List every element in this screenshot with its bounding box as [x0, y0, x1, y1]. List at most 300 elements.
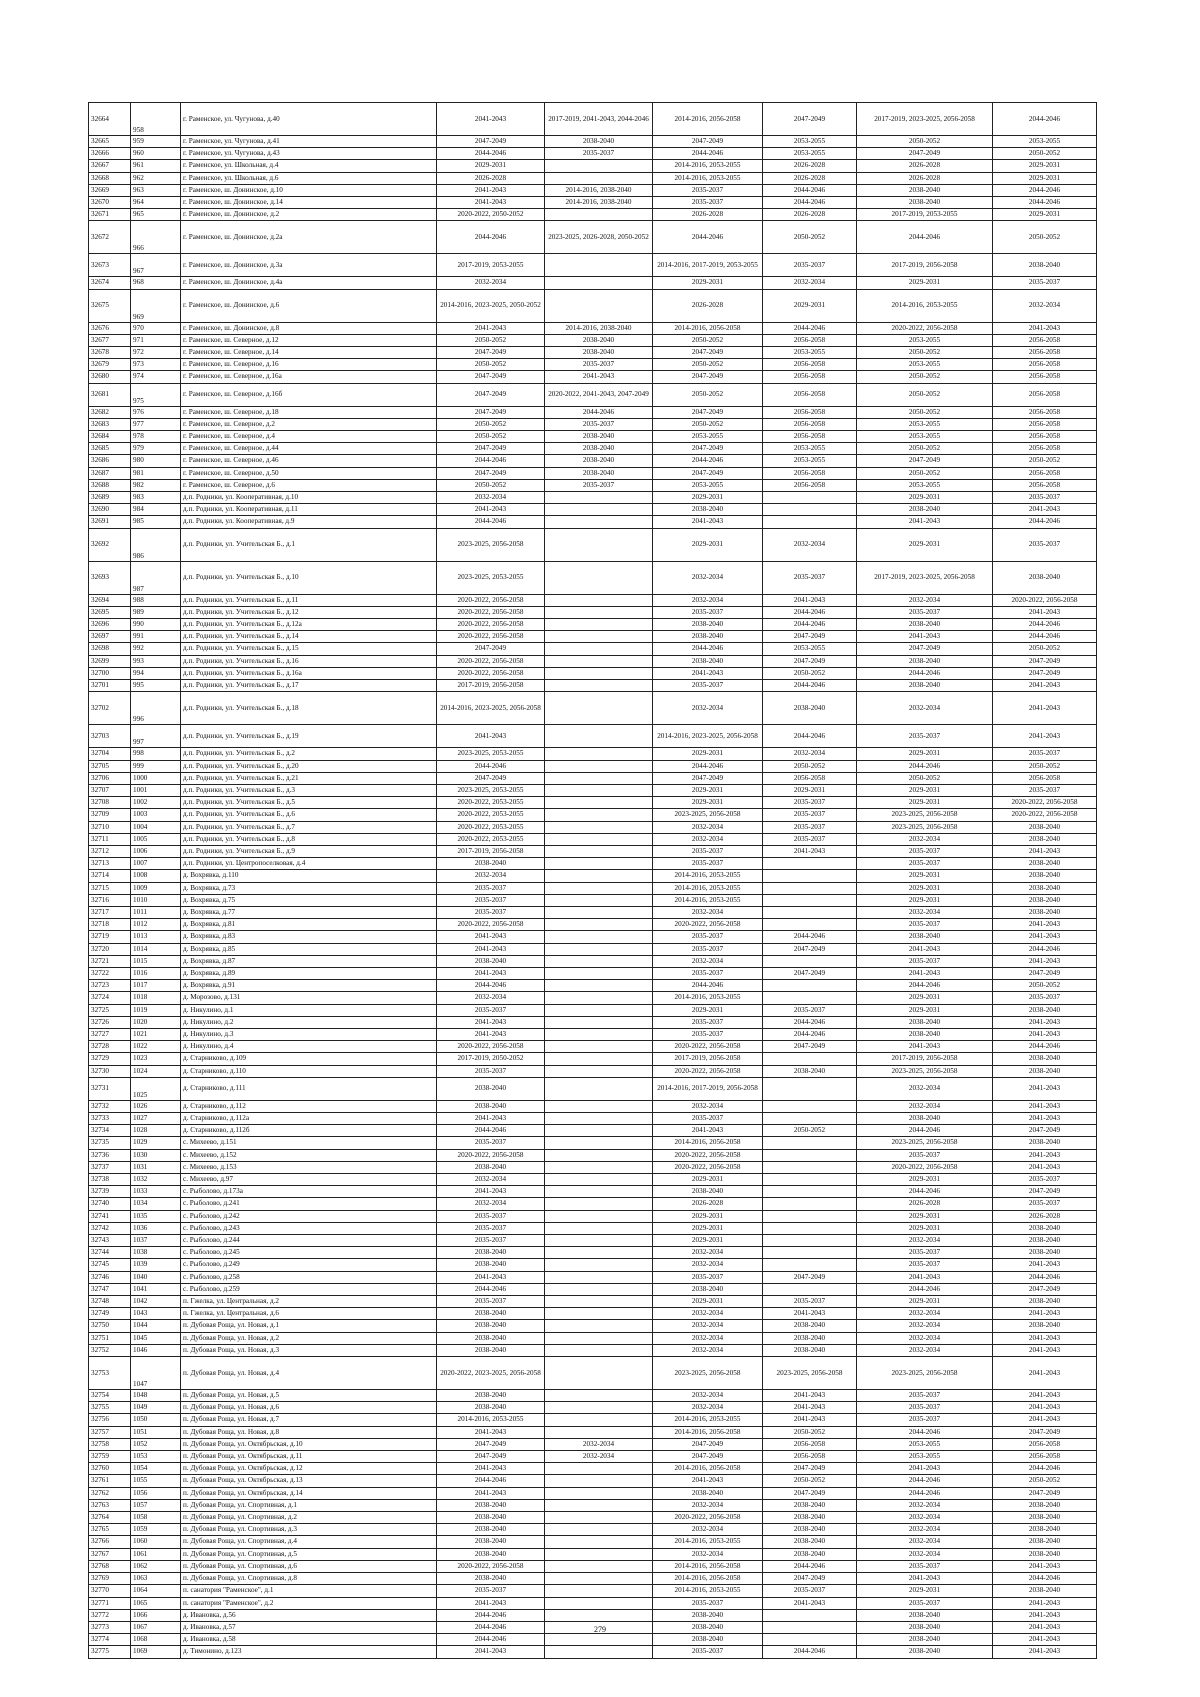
period-cell-6: 2041-2043 [993, 1560, 1097, 1572]
table-row [89, 821, 1097, 833]
row-number-cell: 1048 [131, 1390, 181, 1402]
address-cell: г. Раменское, ул. Чугунова, д.40 [181, 103, 437, 136]
period-cell-6: 2038-2040 [993, 894, 1097, 906]
period-cell-6: 2056-2058 [993, 1451, 1097, 1463]
period-cell-3: 2032-2034 [653, 833, 763, 845]
address-cell: г. Раменское, ш. Северное, д.16а [181, 371, 437, 383]
table-row [89, 833, 1097, 845]
period-cell-6: 2047-2049 [993, 667, 1097, 679]
table-row [89, 1344, 1097, 1356]
address-cell: п. Гжелка, ул. Центральная, д.2 [181, 1296, 437, 1308]
period-cell-1: 2041-2043 [437, 197, 545, 209]
period-cell-2 [545, 1112, 653, 1124]
period-cell-2: 2017-2019, 2041-2043, 2044-2046 [545, 103, 653, 136]
period-cell-4: 2047-2049 [763, 1487, 857, 1499]
address-cell: п. Дубовая Роща, ул. Спортивная, д.3 [181, 1524, 437, 1536]
record-id-cell: 32695 [89, 606, 131, 618]
period-cell-1: 2044-2046 [437, 148, 545, 160]
period-cell-6: 2035-2037 [993, 277, 1097, 289]
period-cell-6: 2038-2040 [993, 1512, 1097, 1524]
address-cell: д.п. Родники, ул. Учительская Б., д.5 [181, 797, 437, 809]
period-cell-5: 2050-2052 [857, 383, 993, 406]
period-cell-2 [545, 1357, 653, 1390]
record-id-cell: 32689 [89, 492, 131, 504]
address-cell: с. Рыболово, д.241 [181, 1198, 437, 1210]
period-cell-3: 2035-2037 [653, 967, 763, 979]
record-id-cell: 32664 [89, 103, 131, 136]
period-cell-4: 2056-2058 [763, 371, 857, 383]
period-cell-5: 2032-2034 [857, 1308, 993, 1320]
row-number-cell: 973 [131, 359, 181, 371]
period-cell-3: 2014-2016, 2017-2019, 2056-2058 [653, 1077, 763, 1100]
record-id-cell: 32728 [89, 1041, 131, 1053]
period-cell-6: 2038-2040 [993, 1536, 1097, 1548]
period-cell-3: 2014-2016, 2053-2055 [653, 160, 763, 172]
row-number-cell: 998 [131, 748, 181, 760]
period-cell-4: 2050-2052 [763, 1125, 857, 1137]
table-row [89, 1112, 1097, 1124]
period-cell-5: 2029-2031 [857, 277, 993, 289]
table-row [89, 619, 1097, 631]
period-cell-4: 2047-2049 [763, 103, 857, 136]
period-cell-5: 2053-2055 [857, 359, 993, 371]
period-cell-3: 2029-2031 [653, 1174, 763, 1186]
period-cell-3: 2014-2016, 2053-2055 [653, 882, 763, 894]
row-number-cell: 1025 [131, 1077, 181, 1100]
row-number-cell: 993 [131, 655, 181, 667]
period-cell-5: 2032-2034 [857, 1548, 993, 1560]
address-cell: д.п. Родники, ул. Учительская Б., д.21 [181, 772, 437, 784]
record-id-cell: 32759 [89, 1451, 131, 1463]
table-row [89, 1100, 1097, 1112]
address-cell: с. Рыболово, д.244 [181, 1235, 437, 1247]
table-row [89, 906, 1097, 918]
period-cell-5: 2053-2055 [857, 334, 993, 346]
period-cell-2 [545, 492, 653, 504]
period-cell-3: 2029-2031 [653, 784, 763, 796]
period-cell-2 [545, 1077, 653, 1100]
period-cell-2 [545, 1186, 653, 1198]
address-cell: д. Вохрявка, д.83 [181, 931, 437, 943]
period-cell-1: 2044-2046 [437, 1125, 545, 1137]
record-id-cell: 32765 [89, 1524, 131, 1536]
period-cell-2: 2044-2046 [545, 406, 653, 418]
table-row [89, 1438, 1097, 1450]
row-number-cell: 977 [131, 418, 181, 430]
period-cell-2: 2020-2022, 2041-2043, 2047-2049 [545, 383, 653, 406]
period-cell-6: 2041-2043 [993, 919, 1097, 931]
address-cell: п. Дубовая Роща, ул. Спортивная, д.6 [181, 1560, 437, 1572]
period-cell-4: 2056-2058 [763, 772, 857, 784]
period-cell-3: 2020-2022, 2056-2058 [653, 1161, 763, 1173]
period-cell-3: 2038-2040 [653, 1634, 763, 1646]
address-cell: д. Никулино, д.2 [181, 1016, 437, 1028]
period-cell-6: 2041-2043 [993, 1308, 1097, 1320]
period-cell-3: 2029-2031 [653, 1210, 763, 1222]
period-cell-6: 2056-2058 [993, 443, 1097, 455]
period-cell-3: 2029-2031 [653, 1004, 763, 1016]
row-number-cell: 1051 [131, 1426, 181, 1438]
record-id-cell: 32733 [89, 1112, 131, 1124]
period-cell-4: 2023-2025, 2056-2058 [763, 1357, 857, 1390]
record-id-cell: 32677 [89, 334, 131, 346]
row-number-cell: 1013 [131, 931, 181, 943]
period-cell-2: 2014-2016, 2038-2040 [545, 197, 653, 209]
period-cell-4: 2032-2034 [763, 528, 857, 561]
row-number-cell: 1045 [131, 1332, 181, 1344]
period-cell-2 [545, 1174, 653, 1186]
period-cell-1: 2020-2022, 2056-2058 [437, 919, 545, 931]
row-number-cell: 985 [131, 516, 181, 528]
period-cell-3: 2017-2019, 2056-2058 [653, 1053, 763, 1065]
period-cell-2 [545, 1646, 653, 1658]
period-cell-3: 2029-2031 [653, 277, 763, 289]
table-row [89, 680, 1097, 692]
address-cell: д.п. Родники, ул. Учительская Б., д.10 [181, 561, 437, 594]
period-cell-3: 2038-2040 [653, 655, 763, 667]
period-cell-2: 2038-2040 [545, 347, 653, 359]
address-cell: с. Рыболово, д.243 [181, 1222, 437, 1234]
table-row [89, 845, 1097, 857]
table-row [89, 418, 1097, 430]
period-cell-1: 2020-2022, 2056-2058 [437, 667, 545, 679]
address-cell: п. Дубовая Роща, ул. Новая, д.8 [181, 1426, 437, 1438]
period-cell-6: 2044-2046 [993, 184, 1097, 196]
record-id-cell: 32718 [89, 919, 131, 931]
period-cell-6: 2035-2037 [993, 528, 1097, 561]
record-id-cell: 32670 [89, 197, 131, 209]
row-number-cell: 965 [131, 209, 181, 221]
period-cell-6: 2041-2043 [993, 1597, 1097, 1609]
period-cell-3: 2035-2037 [653, 931, 763, 943]
period-cell-6: 2032-2034 [993, 289, 1097, 322]
period-cell-6: 2041-2043 [993, 606, 1097, 618]
row-number-cell: 1061 [131, 1548, 181, 1560]
period-cell-2: 2035-2037 [545, 479, 653, 491]
address-cell: д.п. Родники, ул. Учительская Б., д.9 [181, 845, 437, 857]
period-cell-1: 2038-2040 [437, 1512, 545, 1524]
period-cell-1: 2032-2034 [437, 1174, 545, 1186]
table-row [89, 894, 1097, 906]
period-cell-6: 2056-2058 [993, 371, 1097, 383]
address-cell: п. Дубовая Роща, ул. Новая, д.5 [181, 1390, 437, 1402]
address-cell: с. Рыболово, д.245 [181, 1247, 437, 1259]
period-cell-1: 2038-2040 [437, 1548, 545, 1560]
period-cell-2 [545, 1028, 653, 1040]
period-cell-6: 2050-2052 [993, 455, 1097, 467]
period-cell-3: 2041-2043 [653, 667, 763, 679]
period-cell-3: 2035-2037 [653, 1028, 763, 1040]
row-number-cell: 975 [131, 383, 181, 406]
row-number-cell: 962 [131, 172, 181, 184]
period-cell-6: 2020-2022, 2056-2058 [993, 809, 1097, 821]
period-cell-5: 2029-2031 [857, 1296, 993, 1308]
period-cell-4: 2038-2040 [763, 1499, 857, 1511]
table-row [89, 1198, 1097, 1210]
period-cell-6: 2056-2058 [993, 347, 1097, 359]
period-cell-2 [545, 277, 653, 289]
table-row [89, 1053, 1097, 1065]
record-id-cell: 32741 [89, 1210, 131, 1222]
record-id-cell: 32702 [89, 692, 131, 725]
period-cell-4: 2041-2043 [763, 1390, 857, 1402]
table-row [89, 1451, 1097, 1463]
row-number-cell: 1067 [131, 1621, 181, 1633]
address-cell: д. Морозово, д.131 [181, 992, 437, 1004]
table-row [89, 561, 1097, 594]
record-id-cell: 32667 [89, 160, 131, 172]
row-number-cell: 1043 [131, 1308, 181, 1320]
address-cell: п. Дубовая Роща, ул. Спортивная, д.1 [181, 1499, 437, 1511]
period-cell-2 [545, 1149, 653, 1161]
row-number-cell: 1039 [131, 1259, 181, 1271]
period-cell-4: 2029-2031 [763, 289, 857, 322]
period-cell-2: 2038-2040 [545, 136, 653, 148]
period-cell-4: 2047-2049 [763, 631, 857, 643]
table-row [89, 1041, 1097, 1053]
record-id-cell: 32685 [89, 443, 131, 455]
table-row [89, 359, 1097, 371]
table-row [89, 160, 1097, 172]
period-cell-4: 2038-2040 [763, 1536, 857, 1548]
period-cell-6: 2038-2040 [993, 1499, 1097, 1511]
period-cell-1: 2041-2043 [437, 1016, 545, 1028]
period-cell-3: 2035-2037 [653, 858, 763, 870]
period-cell-5: 2044-2046 [857, 1125, 993, 1137]
period-cell-5: 2053-2055 [857, 431, 993, 443]
period-cell-2 [545, 254, 653, 277]
row-number-cell: 1049 [131, 1402, 181, 1414]
period-cell-5: 2029-2031 [857, 1210, 993, 1222]
period-cell-1: 2047-2049 [437, 136, 545, 148]
period-cell-4 [763, 1609, 857, 1621]
period-cell-3: 2032-2034 [653, 594, 763, 606]
period-cell-1: 2035-2037 [437, 1222, 545, 1234]
period-cell-1: 2047-2049 [437, 443, 545, 455]
period-cell-5: 2032-2034 [857, 1512, 993, 1524]
period-cell-6: 2044-2046 [993, 943, 1097, 955]
period-cell-1: 2020-2022, 2056-2058 [437, 1149, 545, 1161]
period-cell-6: 2041-2043 [993, 1609, 1097, 1621]
record-id-cell: 32703 [89, 725, 131, 748]
period-cell-6: 2044-2046 [993, 197, 1097, 209]
period-cell-2 [545, 209, 653, 221]
period-cell-3: 2038-2040 [653, 1609, 763, 1621]
period-cell-2: 2032-2034 [545, 1451, 653, 1463]
table-row [89, 431, 1097, 443]
period-cell-2: 2041-2043 [545, 371, 653, 383]
period-cell-1: 2017-2019, 2056-2058 [437, 680, 545, 692]
period-cell-4: 2044-2046 [763, 1016, 857, 1028]
row-number-cell: 1019 [131, 1004, 181, 1016]
address-cell: д.п. Родники, ул. Учительская Б., д.8 [181, 833, 437, 845]
period-cell-3: 2032-2034 [653, 1402, 763, 1414]
period-cell-6: 2020-2022, 2056-2058 [993, 594, 1097, 606]
period-cell-5: 2044-2046 [857, 221, 993, 254]
period-cell-3: 2038-2040 [653, 631, 763, 643]
period-cell-2 [545, 692, 653, 725]
period-cell-1: 2026-2028 [437, 172, 545, 184]
period-cell-6: 2044-2046 [993, 1463, 1097, 1475]
period-cell-4 [763, 980, 857, 992]
table-row [89, 980, 1097, 992]
period-cell-5: 2029-2031 [857, 992, 993, 1004]
period-cell-5: 2029-2031 [857, 528, 993, 561]
period-cell-1: 2035-2037 [437, 1137, 545, 1149]
period-cell-1: 2041-2043 [437, 1271, 545, 1283]
period-cell-5: 2038-2040 [857, 1621, 993, 1633]
period-cell-2 [545, 516, 653, 528]
address-cell: п. Дубовая Роща, ул. Новая, д.1 [181, 1320, 437, 1332]
row-number-cell: 959 [131, 136, 181, 148]
period-cell-2 [545, 289, 653, 322]
period-cell-2 [545, 1004, 653, 1016]
period-cell-5: 2029-2031 [857, 1174, 993, 1186]
row-number-cell: 1006 [131, 845, 181, 857]
row-number-cell: 988 [131, 594, 181, 606]
record-id-cell: 32681 [89, 383, 131, 406]
period-cell-2 [545, 980, 653, 992]
period-cell-1: 2041-2043 [437, 322, 545, 334]
period-cell-4: 2032-2034 [763, 748, 857, 760]
period-cell-5: 2035-2037 [857, 1414, 993, 1426]
address-cell: д. Никулино, д.3 [181, 1028, 437, 1040]
address-cell: г. Раменское, ш. Донинское, д.2 [181, 209, 437, 221]
period-cell-2 [545, 931, 653, 943]
period-cell-1: 2047-2049 [437, 347, 545, 359]
row-number-cell: 961 [131, 160, 181, 172]
record-id-cell: 32758 [89, 1438, 131, 1450]
address-cell: г. Раменское, ш. Донинское, д.8 [181, 322, 437, 334]
period-cell-5: 2041-2043 [857, 1041, 993, 1053]
row-number-cell: 1020 [131, 1016, 181, 1028]
row-number-cell: 1028 [131, 1125, 181, 1137]
period-cell-3: 2029-2031 [653, 1296, 763, 1308]
address-cell: с. Михеево, д.152 [181, 1149, 437, 1161]
row-number-cell: 990 [131, 619, 181, 631]
address-cell: п. Дубовая Роща, ул. Октябрьская, д.11 [181, 1451, 437, 1463]
row-number-cell: 976 [131, 406, 181, 418]
period-cell-3: 2044-2046 [653, 221, 763, 254]
table-row [89, 1560, 1097, 1572]
period-cell-1: 2035-2037 [437, 1585, 545, 1597]
period-cell-4: 2056-2058 [763, 479, 857, 491]
period-cell-6: 2047-2049 [993, 1125, 1097, 1137]
period-cell-4: 2044-2046 [763, 619, 857, 631]
address-cell: п. Дубовая Роща, ул. Октябрьская, д.12 [181, 1463, 437, 1475]
period-cell-5: 2047-2049 [857, 455, 993, 467]
period-cell-1: 2050-2052 [437, 418, 545, 430]
address-cell: г. Раменское, ш. Северное, д.14 [181, 347, 437, 359]
row-number-cell: 1041 [131, 1283, 181, 1295]
row-number-cell: 1034 [131, 1198, 181, 1210]
period-cell-1: 2038-2040 [437, 955, 545, 967]
table-row [89, 1499, 1097, 1511]
period-cell-3: 2014-2016, 2053-2055 [653, 894, 763, 906]
period-cell-1: 2041-2043 [437, 931, 545, 943]
period-cell-2 [545, 1414, 653, 1426]
period-cell-4 [763, 1161, 857, 1173]
row-number-cell: 1036 [131, 1222, 181, 1234]
page-number: 279 [594, 1625, 606, 1634]
table-row [89, 136, 1097, 148]
period-cell-5: 2044-2046 [857, 980, 993, 992]
period-cell-6: 2050-2052 [993, 1475, 1097, 1487]
period-cell-5: 2035-2037 [857, 858, 993, 870]
period-cell-6: 2038-2040 [993, 1137, 1097, 1149]
table-row [89, 1390, 1097, 1402]
period-cell-4: 2047-2049 [763, 967, 857, 979]
period-cell-3: 2032-2034 [653, 692, 763, 725]
period-cell-2 [545, 160, 653, 172]
record-id-cell: 32739 [89, 1186, 131, 1198]
period-cell-5: 2050-2052 [857, 136, 993, 148]
period-cell-6: 2038-2040 [993, 1222, 1097, 1234]
period-cell-6: 2044-2046 [993, 1041, 1097, 1053]
period-cell-5: 2041-2043 [857, 516, 993, 528]
period-cell-1: 2035-2037 [437, 1210, 545, 1222]
period-cell-6: 2041-2043 [993, 1100, 1097, 1112]
period-cell-4: 2038-2040 [763, 1512, 857, 1524]
period-cell-5: 2044-2046 [857, 1475, 993, 1487]
row-number-cell: 1069 [131, 1646, 181, 1658]
period-cell-3: 2044-2046 [653, 148, 763, 160]
table-row [89, 882, 1097, 894]
period-cell-5: 2038-2040 [857, 184, 993, 196]
address-cell: д.п. Родники, ул. Учительская Б., д.17 [181, 680, 437, 692]
table-row [89, 784, 1097, 796]
record-id-cell: 32750 [89, 1320, 131, 1332]
period-cell-1: 2041-2043 [437, 967, 545, 979]
period-cell-1: 2020-2022, 2056-2058 [437, 619, 545, 631]
period-cell-2 [545, 561, 653, 594]
period-cell-4: 2047-2049 [763, 655, 857, 667]
period-cell-6: 2038-2040 [993, 833, 1097, 845]
table-row [89, 1487, 1097, 1499]
record-id-cell: 32745 [89, 1259, 131, 1271]
period-cell-1: 2047-2049 [437, 1438, 545, 1450]
record-id-cell: 32710 [89, 821, 131, 833]
period-cell-3: 2038-2040 [653, 1621, 763, 1633]
period-cell-5: 2050-2052 [857, 406, 993, 418]
row-number-cell: 994 [131, 667, 181, 679]
period-cell-1: 2041-2043 [437, 1028, 545, 1040]
record-id-cell: 32752 [89, 1344, 131, 1356]
period-cell-4: 2050-2052 [763, 667, 857, 679]
table-row [89, 1125, 1097, 1137]
period-cell-5: 2017-2019, 2023-2025, 2056-2058 [857, 561, 993, 594]
period-cell-5: 2023-2025, 2056-2058 [857, 1357, 993, 1390]
period-cell-4: 2032-2034 [763, 277, 857, 289]
period-cell-5: 2032-2034 [857, 1536, 993, 1548]
period-cell-3: 2014-2016, 2053-2055 [653, 992, 763, 1004]
period-cell-2 [545, 680, 653, 692]
period-cell-2 [545, 1198, 653, 1210]
period-cell-2 [545, 894, 653, 906]
period-cell-4 [763, 1235, 857, 1247]
table-row [89, 347, 1097, 359]
period-cell-6: 2044-2046 [993, 103, 1097, 136]
table-row [89, 1308, 1097, 1320]
period-cell-3: 2020-2022, 2056-2058 [653, 1041, 763, 1053]
record-id-cell: 32683 [89, 418, 131, 430]
address-cell: д.п. Родники, ул. Учительская Б., д.12а [181, 619, 437, 631]
record-id-cell: 32715 [89, 882, 131, 894]
period-cell-6: 2056-2058 [993, 467, 1097, 479]
address-cell: с. Рыболово, д.242 [181, 1210, 437, 1222]
row-number-cell: 1035 [131, 1210, 181, 1222]
period-cell-5: 2050-2052 [857, 347, 993, 359]
